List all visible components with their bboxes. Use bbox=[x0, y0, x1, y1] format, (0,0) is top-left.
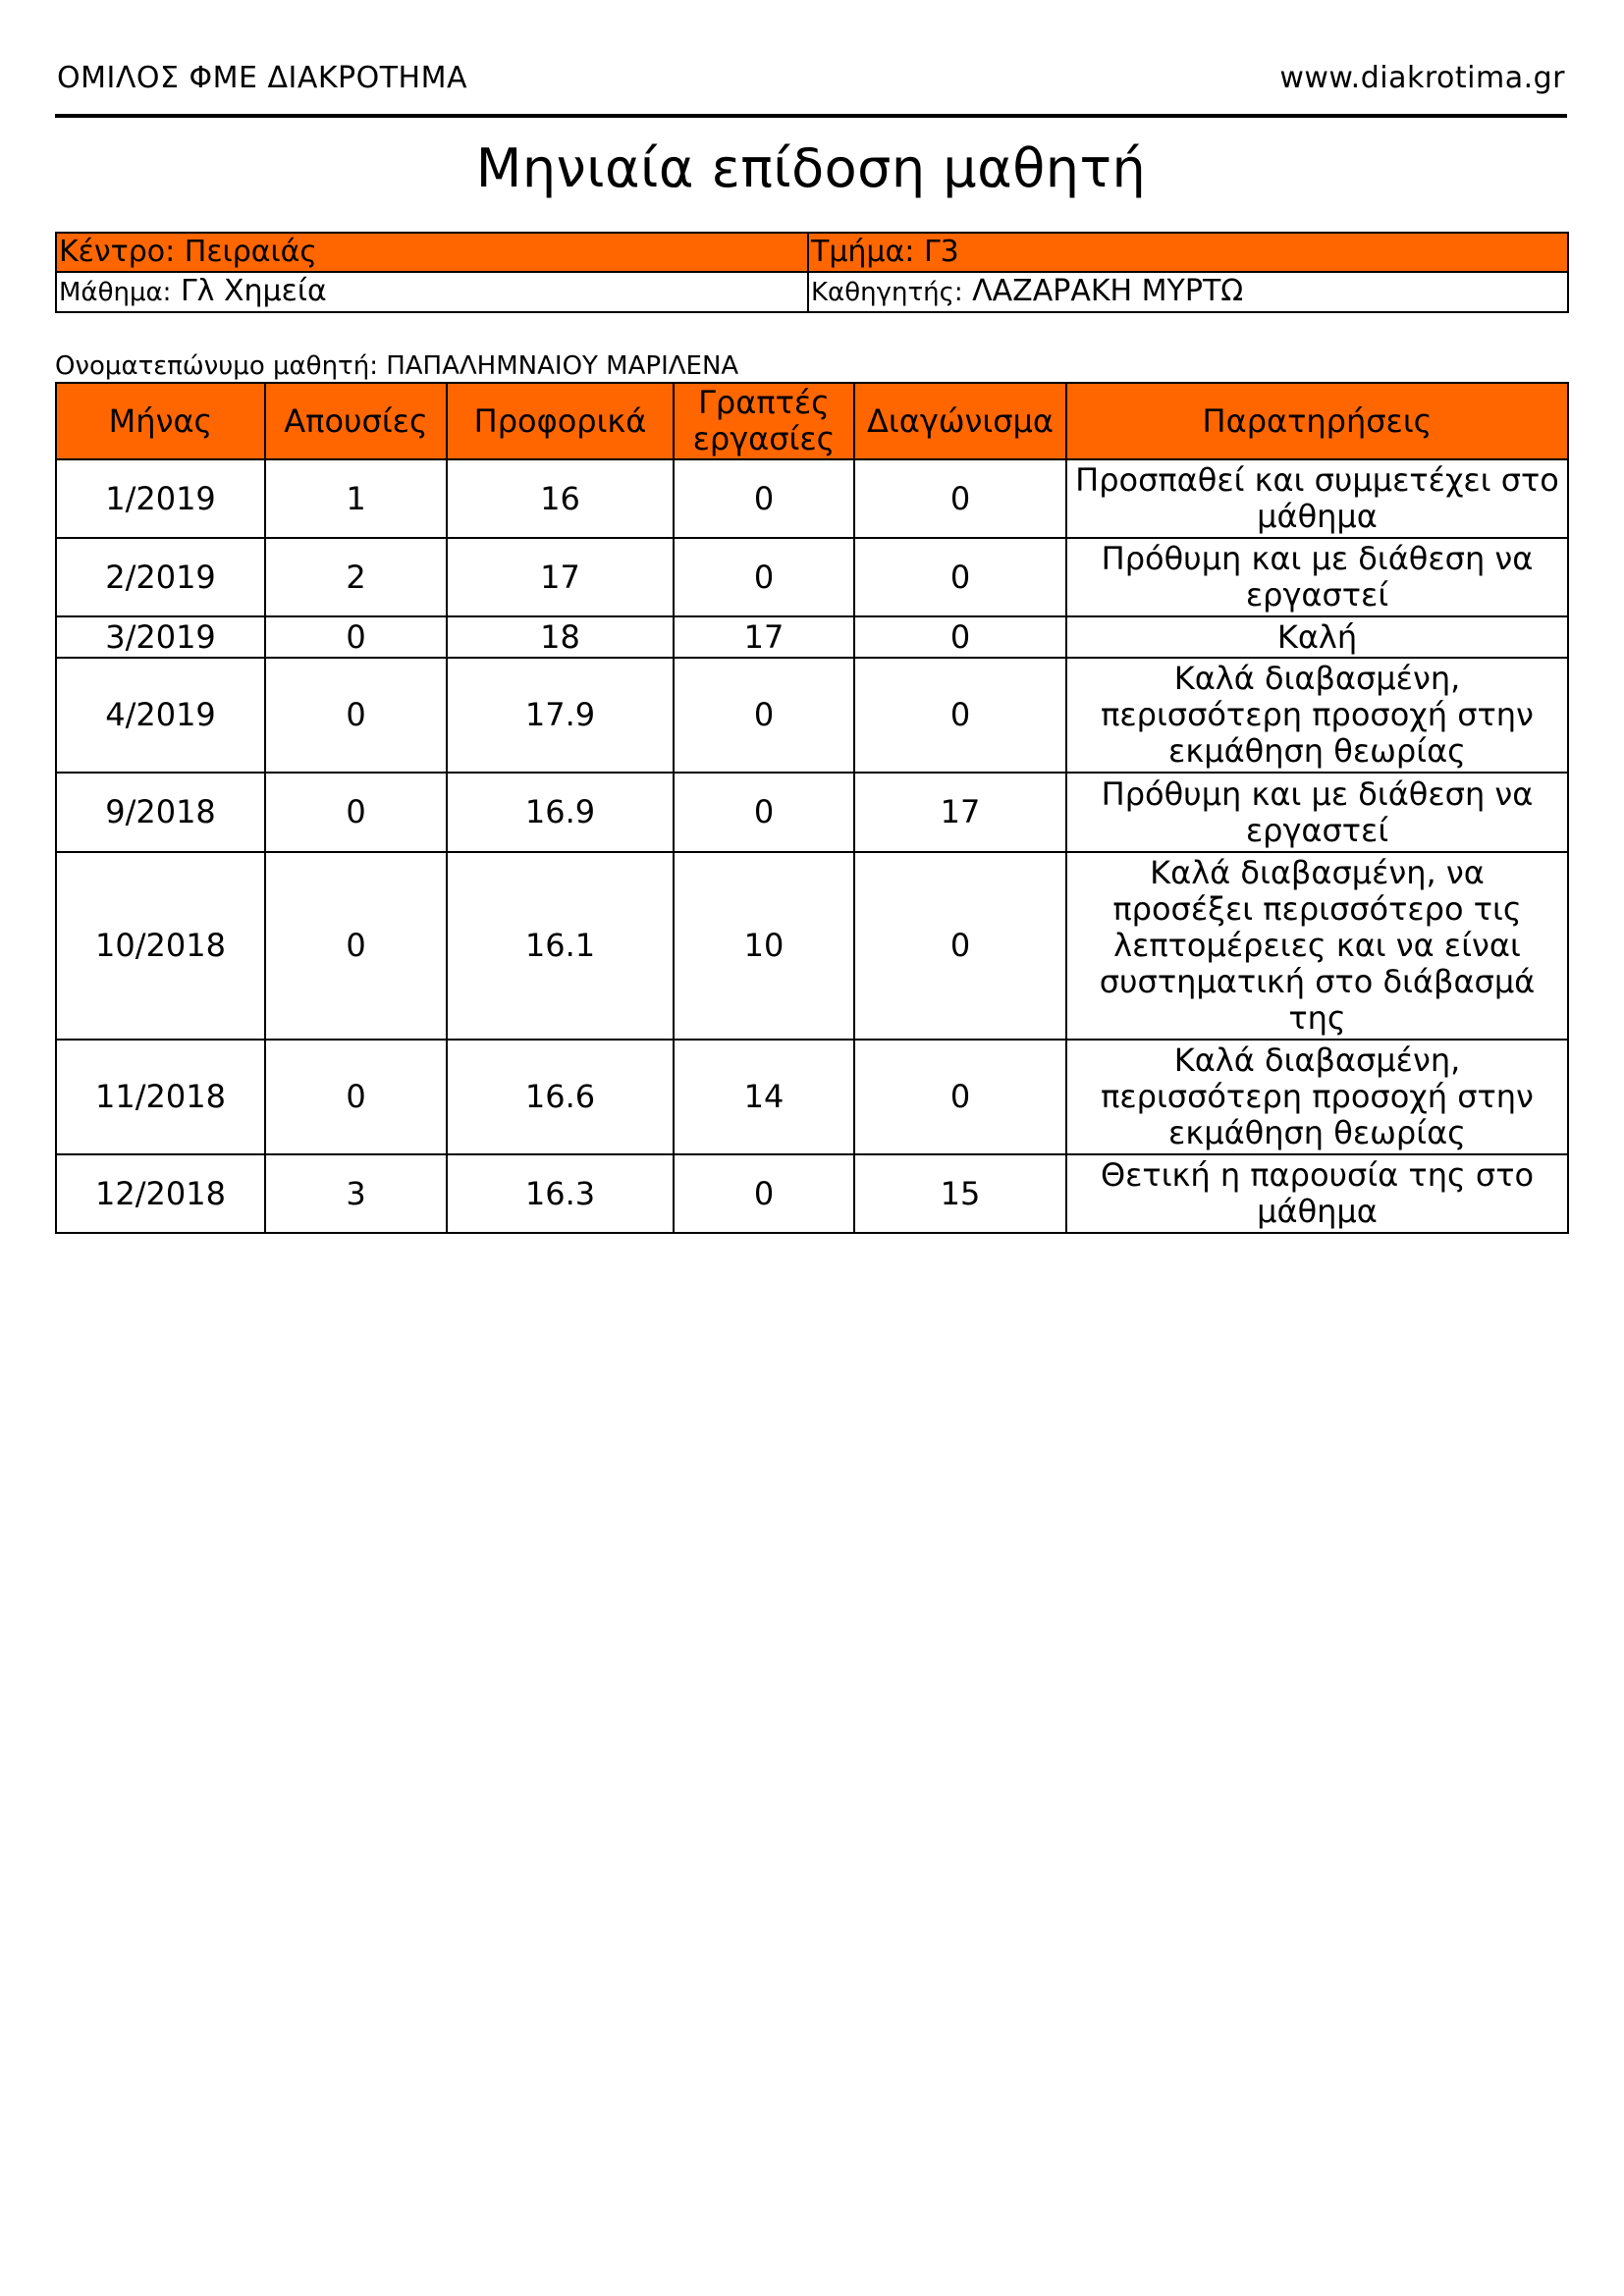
cell-exam: 0 bbox=[854, 658, 1066, 773]
cell-written: 10 bbox=[674, 852, 854, 1040]
cell-absences: 3 bbox=[265, 1154, 447, 1233]
grades-table bbox=[55, 382, 1569, 1234]
cell-remarks: Καλά διαβασμένη, να προσέξει περισσότερο τις λεπτομέρειες και να είναι συστηματική στο διάβασμά της bbox=[1066, 852, 1568, 1040]
cell-month: 1/2019 bbox=[56, 459, 265, 538]
cell-oral: 17 bbox=[447, 538, 674, 616]
cell-absences: 0 bbox=[265, 616, 447, 658]
cell-written: 0 bbox=[674, 538, 854, 616]
cell-exam: 0 bbox=[854, 1040, 1066, 1154]
cell-exam: 0 bbox=[854, 459, 1066, 538]
org-name: ΟΜΙΛΟΣ ΦΜΕ ΔΙΑΚΡΟΤΗΜΑ bbox=[57, 61, 468, 95]
cell-month: 4/2019 bbox=[56, 658, 265, 773]
class-cell bbox=[808, 233, 1568, 272]
column-header-month: Μήνας bbox=[56, 383, 265, 459]
info-row-subject bbox=[56, 272, 1568, 312]
info-table bbox=[55, 232, 1569, 313]
cell-month: 11/2018 bbox=[56, 1040, 265, 1154]
cell-written: 14 bbox=[674, 1040, 854, 1154]
column-header-absences: Απουσίες bbox=[265, 383, 447, 459]
cell-oral: 16.1 bbox=[447, 852, 674, 1040]
cell-exam: 17 bbox=[854, 773, 1066, 852]
student-line bbox=[55, 351, 738, 381]
cell-remarks: Προσπαθεί και συμμετέχει στο μάθημα bbox=[1066, 459, 1568, 538]
cell-remarks: Καλά διαβασμένη, περισσότερη προσοχή στην εκμάθηση θεωρίας bbox=[1066, 658, 1568, 773]
class-label: Τμήμα: bbox=[811, 235, 915, 269]
subject-cell bbox=[56, 272, 808, 312]
cell-oral: 16 bbox=[447, 459, 674, 538]
cell-oral: 18 bbox=[447, 616, 674, 658]
page-header bbox=[55, 57, 1567, 118]
grades-header-row bbox=[56, 383, 1568, 459]
table-row bbox=[56, 1154, 1568, 1233]
table-row bbox=[56, 538, 1568, 616]
cell-exam: 15 bbox=[854, 1154, 1066, 1233]
cell-month: 2/2019 bbox=[56, 538, 265, 616]
cell-written: 0 bbox=[674, 459, 854, 538]
cell-remarks: Πρόθυμη και με διάθεση να εργαστεί bbox=[1066, 773, 1568, 852]
table-row bbox=[56, 1040, 1568, 1154]
cell-remarks: Θετική η παρουσία της στο μάθημα bbox=[1066, 1154, 1568, 1233]
cell-written: 0 bbox=[674, 658, 854, 773]
cell-absences: 0 bbox=[265, 852, 447, 1040]
cell-absences: 2 bbox=[265, 538, 447, 616]
cell-oral: 16.6 bbox=[447, 1040, 674, 1154]
cell-absences: 0 bbox=[265, 658, 447, 773]
cell-month: 12/2018 bbox=[56, 1154, 265, 1233]
cell-month: 10/2018 bbox=[56, 852, 265, 1040]
cell-written: 0 bbox=[674, 1154, 854, 1233]
cell-absences: 0 bbox=[265, 773, 447, 852]
cell-absences: 0 bbox=[265, 1040, 447, 1154]
column-header-oral: Προφορικά bbox=[447, 383, 674, 459]
document-title: Μηνιαία επίδοση μαθητή bbox=[475, 137, 1147, 199]
cell-absences: 1 bbox=[265, 459, 447, 538]
center-label: Κέντρο: bbox=[59, 235, 176, 269]
teacher-cell bbox=[808, 272, 1568, 312]
table-row bbox=[56, 616, 1568, 658]
cell-exam: 0 bbox=[854, 538, 1066, 616]
website-url: www.diakrotima.gr bbox=[1279, 61, 1565, 95]
teacher-label: Καθηγητής: bbox=[811, 278, 963, 307]
class-value: Γ3 bbox=[923, 235, 959, 269]
cell-remarks: Καλά διαβασμένη, περισσότερη προσοχή στην εκμάθηση θεωρίας bbox=[1066, 1040, 1568, 1154]
cell-month: 3/2019 bbox=[56, 616, 265, 658]
teacher-value: ΛΑΖΑΡΑΚΗ ΜΥΡΤΩ bbox=[972, 274, 1244, 308]
cell-exam: 0 bbox=[854, 616, 1066, 658]
info-row-center bbox=[56, 233, 1568, 272]
center-value: Πειραιάς bbox=[184, 235, 318, 269]
cell-written: 17 bbox=[674, 616, 854, 658]
column-header-exam: Διαγώνισμα bbox=[854, 383, 1066, 459]
column-header-written: Γραπτές εργασίες bbox=[674, 383, 854, 459]
student-name: ΠΑΠΑΛΗΜΝΑΙΟΥ ΜΑΡΙΛΕΝΑ bbox=[386, 351, 739, 381]
cell-written: 0 bbox=[674, 773, 854, 852]
table-row bbox=[56, 773, 1568, 852]
table-row bbox=[56, 852, 1568, 1040]
column-header-remarks: Παρατηρήσεις bbox=[1066, 383, 1568, 459]
subject-label: Μάθημα: bbox=[59, 278, 172, 307]
cell-exam: 0 bbox=[854, 852, 1066, 1040]
cell-oral: 17.9 bbox=[447, 658, 674, 773]
table-row bbox=[56, 658, 1568, 773]
cell-oral: 16.3 bbox=[447, 1154, 674, 1233]
cell-remarks: Καλή bbox=[1066, 616, 1568, 658]
center-cell bbox=[56, 233, 808, 272]
subject-value: Γλ Χημεία bbox=[180, 274, 327, 308]
cell-oral: 16.9 bbox=[447, 773, 674, 852]
cell-remarks: Πρόθυμη και με διάθεση να εργαστεί bbox=[1066, 538, 1568, 616]
cell-month: 9/2018 bbox=[56, 773, 265, 852]
table-row bbox=[56, 459, 1568, 538]
student-label: Ονοματεπώνυμο μαθητή: bbox=[55, 351, 378, 381]
